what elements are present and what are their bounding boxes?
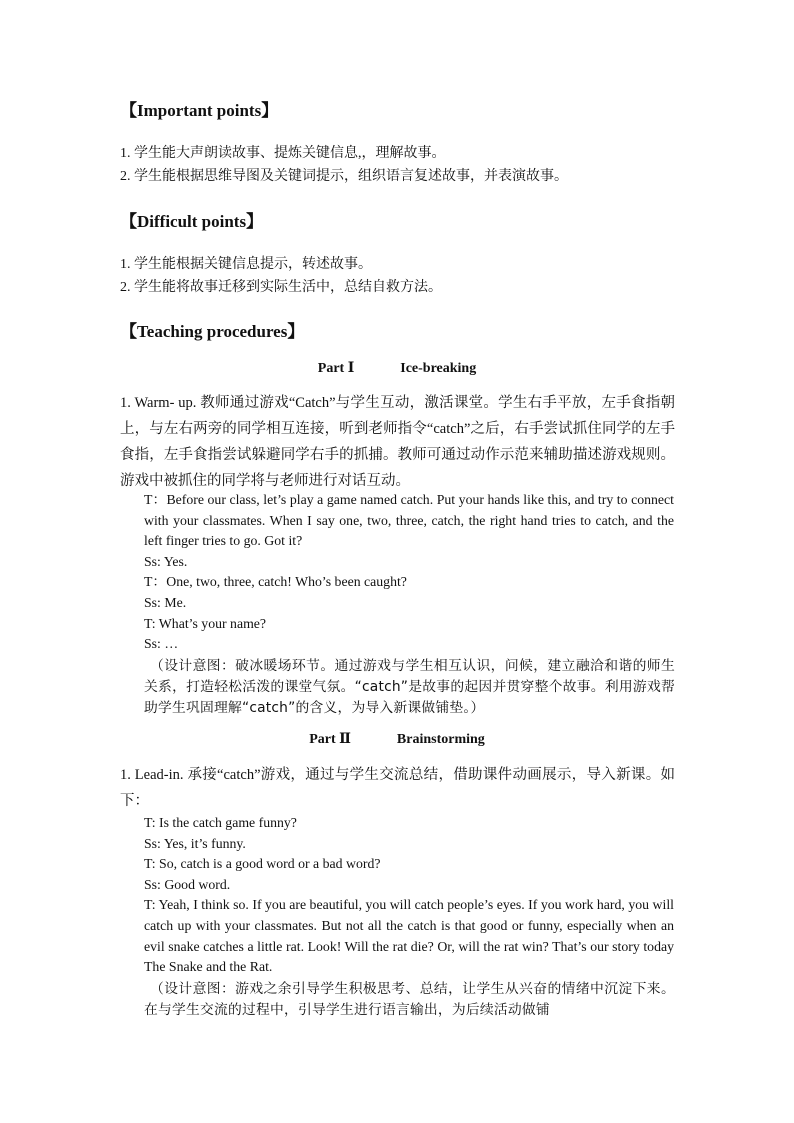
difficult-points-heading: 【Difficult points】 [120,212,264,231]
dialogue-line: T：One, two, three, catch! Who’s been caught? [144,574,407,590]
dialogue-line: T: Yeah, I think so. If you are beautiful, you will catch people’s eyes. If you work hard, you will catch up with your classmates. But not all the catch is that good or funny, especially when an evil snake catches a little rat. Look! Will the rat die? Or, will the rat win? That’s our story today The Snake and the Rat. [144,897,674,975]
part-1-intro: 1. Warm- up. 教师通过游戏“Catch”与学生互动，激活课堂。学生右手平放，左手食指朝上，与左右两旁的同学相互连接，听到老师指令“catch”之后，右手尝试抓住同学的左手食指，左手食指尝试躲避同学右手的抓捕。教师可通过动作示范来辅助描述游戏规则。游戏中被抓住的同学将与老师进行对话互动。 [120,395,675,489]
dialogue-line: Ss: Yes, it’s funny. [144,835,246,851]
dialogue-line: Ss: … [144,636,179,652]
part-1-label: Part Ⅰ [317,361,355,376]
dialogue-line: T: So, catch is a good word or a bad word? [144,856,381,872]
dialogue-line: T: Is the catch game funny? [144,815,297,830]
part-1-dialogue [144,490,674,655]
dialogue-line: T：Before our class, let’s play a game named catch. Put your hands like this, and try to connect with your classmates. When I say one, two, three, catch, the right hand tries to catch, and the left finger tries to go. Got it? [144,492,674,549]
part-1-heading [0,360,794,377]
dialogue-line: T: What’s your name? [144,615,267,631]
difficult-point-1: 1. 学生能根据关键信息提示，转述故事。 [120,257,372,272]
part-2-label: Part Ⅱ [309,732,351,747]
part-1-title: Ice-breaking [400,361,477,376]
part-1-design-note: （设计意图：破冰暖场环节。通过游戏与学生相互认识，问候，建立融洽和谐的师生关系，打造轻松活泼的课堂气氛。“catch”是故事的起因并贯穿整个故事。利用游戏帮助学生巩固理解“catch”的含义，为导入新课做铺垫。） [144,658,675,716]
difficult-point-2: 2. 学生能将故事迁移到实际生活中，总结自救方法。 [120,280,442,295]
part-2-dialogue [144,813,674,978]
part-2-intro: 1. Lead-in. 承接“catch”游戏，通过与学生交流总结，借助课件动画展示，导入新课。如下： [120,767,675,809]
important-point-1: 1. 学生能大声朗读故事、提炼关键信息,，理解故事。 [120,146,446,161]
important-point-2: 2. 学生能根据思维导图及关键词提示，组织语言复述故事，并表演故事。 [120,169,568,184]
part-2-design-note: （设计意图：游戏之余引导学生积极思考、总结，让学生从兴奋的情绪中沉淀下来。在与学生交流的过程中，引导学生进行语言输出，为后续活动做铺 [144,981,675,1018]
dialogue-line: Ss: Good word. [144,876,231,892]
dialogue-line: Ss: Yes. [144,553,188,569]
important-points-heading: 【Important points】 [120,101,279,120]
part-2-title: Brainstorming [396,732,485,747]
dialogue-line: Ss: Me. [144,594,187,610]
teaching-procedures-heading: 【Teaching procedures】 [120,322,305,341]
part-2-heading [0,731,794,748]
